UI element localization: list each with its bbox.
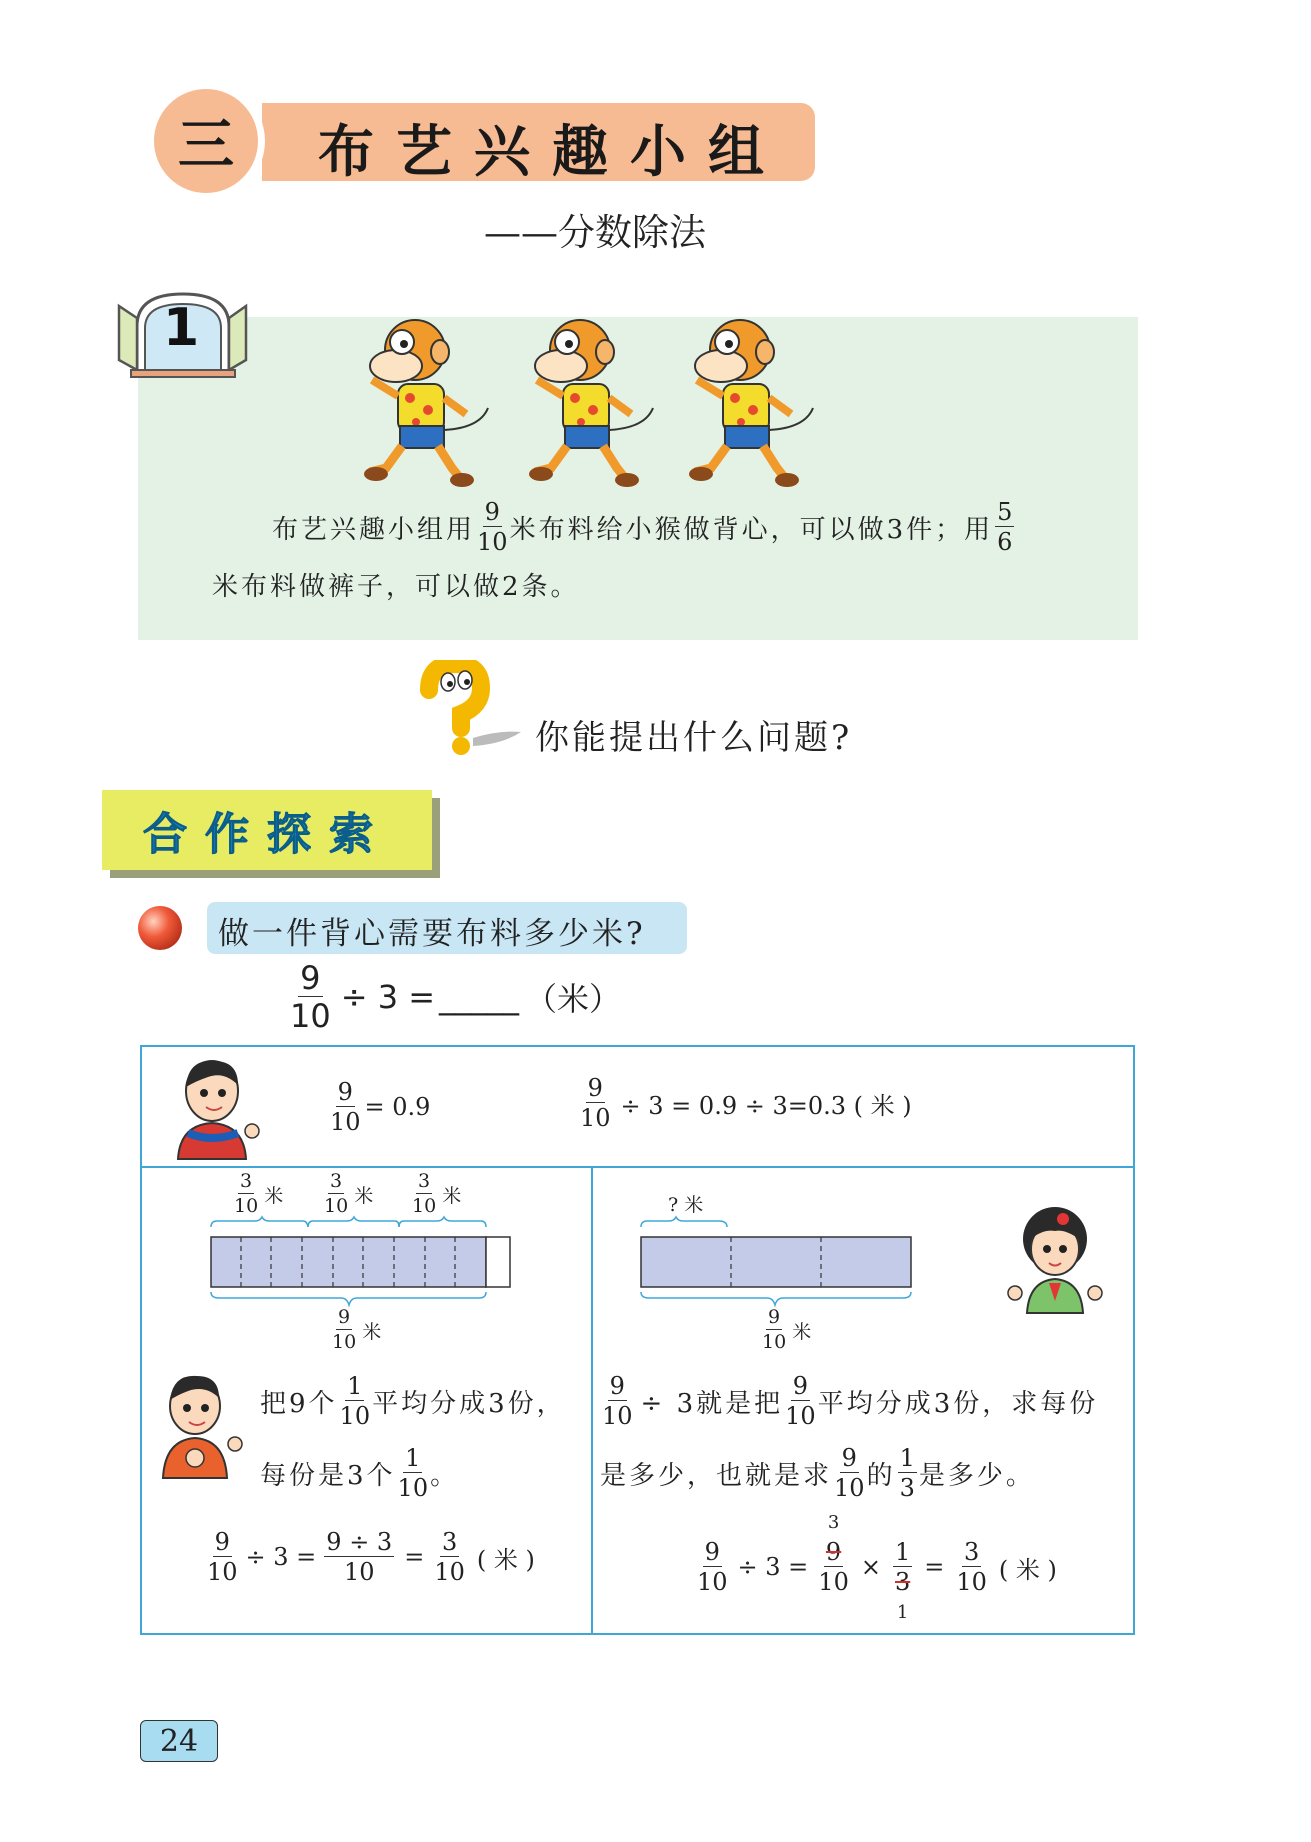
right-bar-top-label: ? 米 (668, 1194, 704, 1216)
left-explanation-line1: 把9个 $\frac{1}{10}$ 平均分成3份， (260, 1372, 566, 1430)
cancel-result-3: 3 (827, 1512, 840, 1533)
left-calculation: $\frac{9}{10}$ ÷ 3 = $\frac{9 \div 3}{10}$ = $\frac{3}{10}$ ( 米 ) (207, 1528, 535, 1586)
section-label-text: 合作探索 (143, 809, 391, 860)
decimal-eq1-rest: = 0.9 (364, 1093, 431, 1121)
right-bar-diagram (635, 1215, 915, 1295)
fraction-9-10: $\frac{9}{10}$ (785, 1372, 816, 1430)
girl-avatar (1005, 1205, 1105, 1315)
methods-divider-horizontal (140, 1166, 1135, 1168)
decimal-eq2-rest: ÷ 3 = 0.9 ÷ 3=0.3 ( 米 ) (620, 1091, 912, 1120)
chapter-number-circle (147, 82, 265, 200)
page-number-badge (140, 1720, 218, 1762)
fraction-9-10: $\frac{9}{10}$ (697, 1538, 728, 1596)
segment-label-1: $\frac{3}{10}$ 米 (234, 1170, 284, 1217)
example-text-b: 米布料给小猴做背心，可以做3件；用 (509, 514, 994, 545)
chapter-number: 三 (178, 112, 234, 178)
fraction-3-10: $\frac{3}{10}$ (434, 1528, 465, 1586)
fraction-9-10: $\frac{9}{10}$ (602, 1372, 633, 1430)
fraction-1-3: $\frac{1}{3}$ (899, 1444, 915, 1502)
equation-blank: _____ (439, 978, 520, 1016)
fraction-9div3-10: $\frac{9 \div 3}{10}$ (326, 1528, 393, 1586)
boy-avatar (155, 1370, 245, 1480)
fraction-5-6: $\frac{5}{6}$ (997, 498, 1013, 556)
left-bar-diagram (205, 1215, 515, 1295)
decimal-method-eq2 (578, 1076, 912, 1130)
left-bar-brace-bottom (205, 1290, 515, 1310)
fraction-9-10: $\frac{9}{10}$ (477, 498, 508, 556)
red-ball-icon (135, 903, 185, 953)
fraction-3-10: $\frac{3}{10}$ (956, 1538, 987, 1596)
question-prompt: 你能提出什么问题? (535, 718, 853, 758)
fraction-9-10: $\frac{9}{10}$ (207, 1528, 238, 1586)
example-number: 1 (163, 298, 200, 358)
cancel-result-1: 1 (896, 1602, 909, 1623)
main-equation (288, 959, 622, 1035)
right-explanation-line1: $\frac{9}{10}$ ÷ 3就是把 $\frac{9}{10}$ 平均分成3份，求每份 (602, 1372, 1099, 1430)
fraction-9-10: $\frac{9}{10}$ (330, 1078, 361, 1136)
fraction-1-3-cancelled: 1 3 1 (894, 1538, 911, 1623)
fraction-1-10: $\frac{1}{10}$ (339, 1372, 371, 1430)
right-explanation-line2: 是多少，也就是求 $\frac{9}{10}$ 的 $\frac{1}{3}$ 是多少。 (600, 1444, 1035, 1502)
question-mark-character-icon (415, 660, 525, 756)
left-explanation-line2: 每份是3个 $\frac{1}{10}$ 。 (260, 1444, 460, 1502)
fraction-9-10: $\frac{9}{10}$ (290, 959, 331, 1035)
equation-operator: ÷ 3 = (340, 978, 436, 1016)
question1-text: 做一件背心需要布料多少米? (218, 916, 646, 952)
page-number: 24 (159, 1723, 199, 1759)
monkey-illustrations (360, 318, 850, 488)
example-text-line1 (272, 500, 1016, 554)
fraction-1-10: $\frac{1}{10}$ (397, 1444, 429, 1502)
left-bar-total-label: $\frac{9}{10}$ 米 (332, 1306, 382, 1353)
right-calculation: $\frac{9}{10}$ ÷ 3 = 3 9 10 × 1 3 1 = $\frac{3}{10}$ ( 米 ) (697, 1512, 1057, 1623)
fraction-9-10: $\frac{9}{10}$ (834, 1444, 865, 1502)
segment-label-3: $\frac{3}{10}$ 米 (412, 1170, 462, 1217)
equation-unit: （米） (525, 980, 622, 1018)
chapter-title: 布艺兴趣小组 (318, 119, 786, 185)
methods-divider-vertical (591, 1166, 593, 1635)
fraction-9-10: $\frac{9}{10}$ (580, 1074, 611, 1132)
decimal-method-eq1 (328, 1080, 430, 1134)
right-bar-total-label: $\frac{9}{10}$ 米 (762, 1306, 812, 1353)
segment-label-2: $\frac{3}{10}$ 米 (324, 1170, 374, 1217)
example-text-a: 布艺兴趣小组用 (272, 514, 476, 545)
example-text-line2: 米布料做裤子，可以做2条。 (212, 572, 580, 602)
boy-avatar (168, 1055, 264, 1160)
fraction-9-10-cancelled: 3 9 10 (818, 1512, 849, 1596)
section-label (102, 790, 432, 870)
chapter-subtitle: ——分数除法 (484, 211, 706, 254)
